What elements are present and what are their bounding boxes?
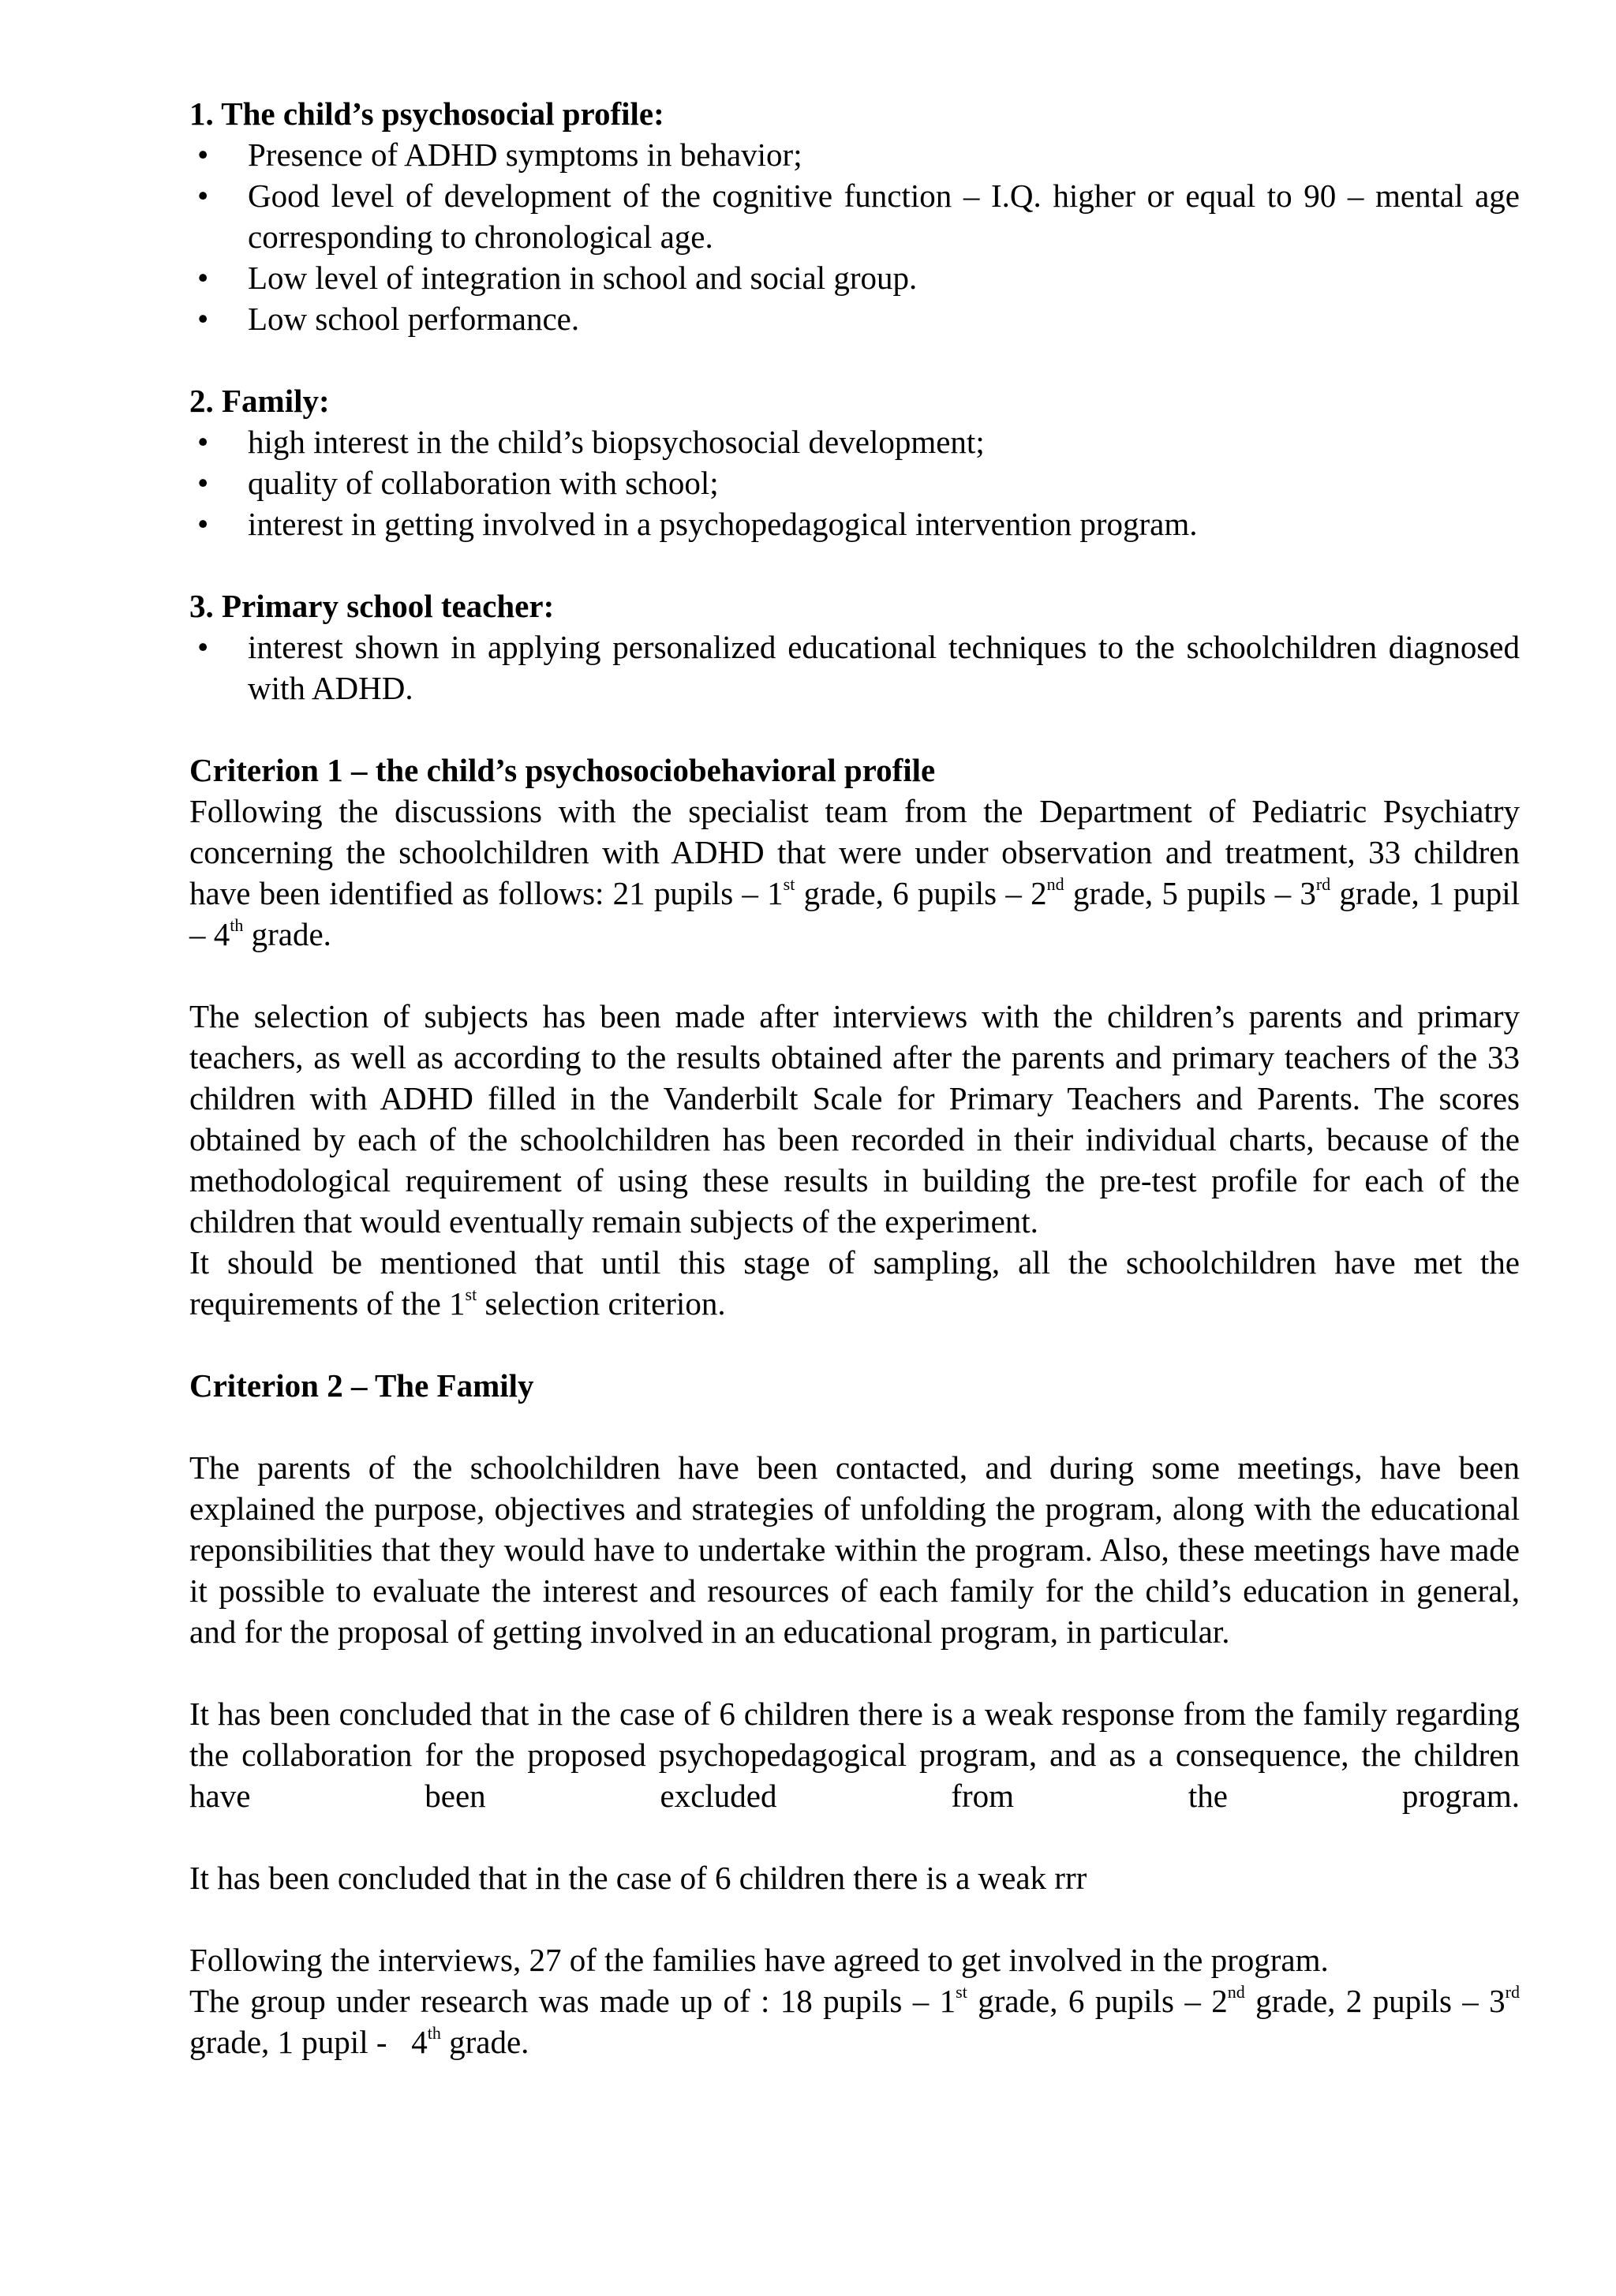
- section-3-heading: 3. Primary school teacher:: [189, 588, 555, 624]
- exclusion-paragraph: It has been concluded that in the case of 6 children there is a weak response from the family regarding the collaboration for the proposed psychopedagogical program, and as a consequence, the children have been excluded from the program.: [189, 1696, 1520, 1814]
- list-item: • Low school performance.: [189, 298, 1520, 339]
- list-item: • interest in getting involved in a psychopedagogical intervention program.: [189, 503, 1520, 544]
- interviews-paragraph: Following the interviews, 27 of the families have agreed to get involved in the program.: [189, 1942, 1329, 1978]
- list-item: • Presence of ADHD symptoms in behavior;: [189, 134, 1520, 175]
- section-2-list: [189, 421, 1520, 544]
- section-1-list: [189, 134, 1520, 339]
- list-item: • quality of collaboration with school;: [189, 462, 1520, 503]
- list-item: • high interest in the child’s biopsychosocial development;: [189, 421, 1520, 462]
- criterion-1-heading: Criterion 1 – the child’s psychosociobehavioral profile: [189, 752, 936, 788]
- criterion-1-paragraph: Following the discussions with the specialist team from the Department of Pediatric Psychiatry concerning the schoolchildren with ADHD that were under observation and treatment, 33 children have been identified as follows: 21 pupils – 1st grade, 6 pupils – 2nd grade, 5 pupils – 3rd grade, 1 pupil – 4th grade.: [189, 793, 1520, 952]
- list-item: • Low level of integration in school and social group.: [189, 257, 1520, 298]
- section-1-heading: 1. The child’s psychosocial profile:: [189, 95, 664, 132]
- incomplete-paragraph: It has been concluded that in the case of 6 children there is a weak rrr: [189, 1860, 1087, 1896]
- list-item: • Good level of development of the cognitive function – I.Q. higher or equal to 90 – mental age corresponding to chronological age.: [189, 175, 1520, 257]
- parents-paragraph: The parents of the schoolchildren have been contacted, and during some meetings, have been explained the purpose, objectives and strategies of unfolding the program, along with the educational reponsibilities that they would have to undertake within the program. Also, these meetings have made it possible to evaluate the interest and resources of each family for the child’s education in general, and for the proposal of getting involved in an educational program, in particular.: [189, 1449, 1520, 1650]
- group-paragraph: The group under research was made up of : 18 pupils – 1st grade, 6 pupils – 2nd grade, 2 pupils – 3rd grade, 1 pupil - 4th grade.: [189, 1982, 1528, 2060]
- sampling-paragraph: It should be mentioned that until this stage of sampling, all the schoolchildren have met the requirements of the 1st selection criterion.: [189, 1244, 1520, 1322]
- section-3-list: [189, 626, 1520, 709]
- criterion-2-heading: Criterion 2 – The Family: [189, 1367, 534, 1404]
- selection-paragraph: The selection of subjects has been made after interviews with the children’s parents and primary teachers, as well as according to the results obtained after the parents and primary teachers of the 33 children with ADHD filled in the Vanderbilt Scale for Primary Teachers and Parents. The scores obtained by each of the schoolchildren has been recorded in their individual charts, because of the methodological requirement of using these results in building the pre-test profile for each of the children that would eventually remain subjects of the experiment.: [189, 998, 1520, 1240]
- document-page: [189, 93, 1528, 2062]
- list-item: • interest shown in applying personalized educational techniques to the schoolchildren diagnosed with ADHD.: [189, 626, 1520, 709]
- section-2-heading: 2. Family:: [189, 383, 330, 419]
